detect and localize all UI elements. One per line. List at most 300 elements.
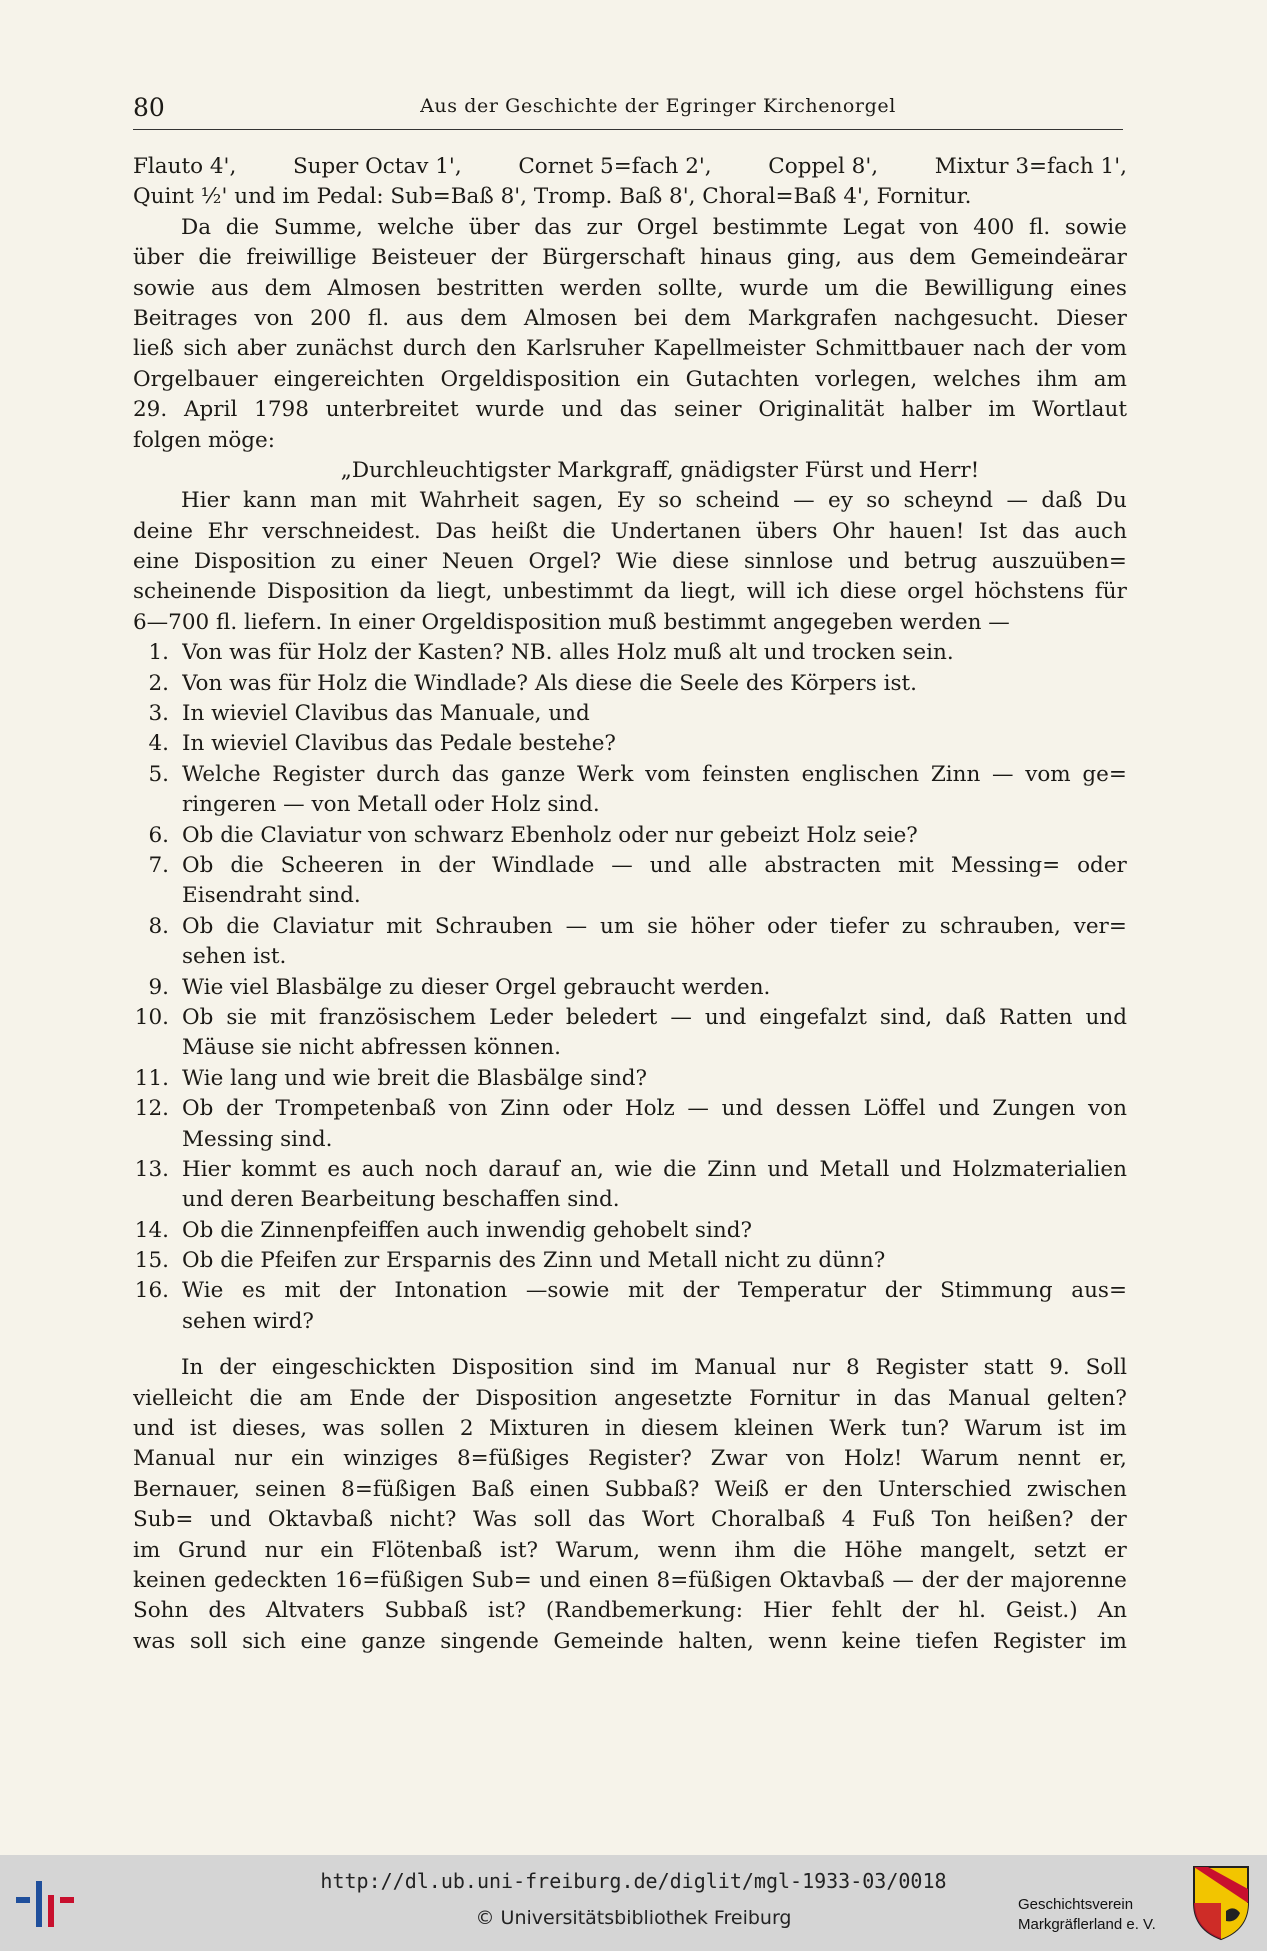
- text-word: der: [438, 852, 475, 878]
- text-word: sind: [589, 1355, 636, 1381]
- text-word: Bürgerschaft: [542, 245, 686, 271]
- text-word: am: [299, 1385, 333, 1411]
- text-line: [133, 304, 1127, 334]
- text-word: Gutachten: [685, 366, 800, 392]
- text-word: nennt: [1017, 1446, 1081, 1472]
- text-word: Oktavbaß: [267, 1507, 374, 1533]
- text-word: der: [966, 1567, 1003, 1593]
- text-line: [133, 1536, 1127, 1566]
- text-word: heißen?: [987, 1507, 1074, 1533]
- letter-paragraph: [133, 486, 1127, 638]
- text-word: halber: [901, 397, 972, 423]
- text-line: [133, 1414, 1127, 1444]
- text-line: [133, 1475, 1127, 1505]
- list-item: [133, 1276, 1127, 1337]
- text-word: Mixturen: [489, 1416, 590, 1442]
- list-item-number: 2.: [148, 670, 169, 696]
- text-word: Disposition: [475, 1385, 598, 1411]
- text-word: Kapellmeister: [653, 336, 806, 362]
- text-word: des: [208, 1598, 246, 1624]
- text-word: da: [399, 579, 427, 605]
- text-word: Stimmung: [940, 1278, 1053, 1304]
- text-word: er,: [1099, 1446, 1127, 1472]
- text-word: sie: [226, 1004, 258, 1030]
- text-word: im: [133, 1537, 161, 1563]
- text-line: Ob die Zinnenpfeiffen auch inwendig gehobelt sind?: [182, 1217, 752, 1243]
- text-word: die: [874, 275, 909, 301]
- text-word: der: [421, 1385, 459, 1411]
- text-word: ist: [189, 1416, 217, 1442]
- text-line: [182, 1155, 1127, 1185]
- text-line: Von was für Holz die Windlade? Als diese die Seele des Körpers ist.: [182, 670, 917, 696]
- text-word: für: [1094, 579, 1127, 605]
- text-line: [182, 1003, 1127, 1033]
- text-word: ver=: [1073, 913, 1127, 939]
- text-word: der: [1035, 336, 1072, 362]
- text-word: Undertanen: [610, 518, 742, 544]
- text-word: Mixtur 3=fach 1',: [934, 154, 1127, 179]
- text-line: Ob die Pfeifen zur Ersparnis des Zinn und Metall nicht zu dünn?: [182, 1248, 886, 1274]
- society-name: [1018, 1895, 1188, 1935]
- coat-of-arms-icon: [1190, 1863, 1252, 1943]
- list-item-number: 15.: [134, 1248, 169, 1274]
- text-word: und: [209, 1507, 252, 1533]
- text-word: sinnlose: [743, 549, 834, 575]
- text-word: der: [338, 1278, 376, 1304]
- text-word: was: [133, 1628, 176, 1654]
- text-word: ein: [320, 1537, 354, 1563]
- page-number: 80: [133, 93, 165, 122]
- text-line: [133, 243, 1127, 273]
- list-item: [133, 1246, 1127, 1276]
- text-word: vom: [1025, 761, 1071, 787]
- text-word: so: [866, 488, 891, 514]
- text-line: [133, 395, 1127, 425]
- text-word: mit: [370, 488, 407, 514]
- text-word: Metall: [819, 1156, 890, 1182]
- text-word: höher: [690, 913, 755, 939]
- text-word: Zinn: [930, 761, 981, 787]
- text-word: eine: [300, 1628, 347, 1654]
- text-line: Ob die Claviatur von schwarz Ebenholz oder nur gebeizt Holz seie?: [182, 822, 918, 848]
- text-word: gelten?: [1046, 1385, 1127, 1411]
- text-word: —: [992, 761, 1014, 787]
- list-item: [133, 851, 1127, 912]
- society-name-line: Markgräflerland e. V.: [1018, 1916, 1156, 1933]
- text-word: mit: [897, 852, 934, 878]
- text-word: Löffel: [863, 1096, 926, 1122]
- text-word: scheind: [695, 488, 780, 514]
- text-line: [182, 851, 1127, 881]
- text-line: [133, 547, 1127, 577]
- text-word: —: [611, 852, 633, 878]
- text-word: er: [1103, 1537, 1127, 1563]
- text-word: Register: [875, 1355, 968, 1381]
- list-item-number: 4.: [148, 731, 169, 757]
- text-word: Ob: [182, 913, 214, 939]
- text-word: 16=füßigen: [334, 1567, 464, 1593]
- list-item-number: 9.: [148, 974, 169, 1000]
- text-word: Almosen: [523, 305, 618, 331]
- text-word: Orgelbauer: [133, 366, 258, 392]
- text-word: 400: [973, 214, 1015, 240]
- text-word: daß: [1041, 488, 1083, 514]
- text-word: ging,: [786, 245, 842, 271]
- text-word: von: [1088, 1096, 1127, 1122]
- text-word: und: [649, 852, 692, 878]
- text-line: sehen ist.: [182, 944, 287, 970]
- text-word: an,: [570, 1156, 604, 1182]
- text-word: im: [1099, 1416, 1127, 1442]
- text-word: Sohn: [133, 1598, 189, 1624]
- text-word: der: [921, 1567, 959, 1593]
- text-line: [133, 1384, 1127, 1414]
- text-word: mit: [270, 1004, 306, 1030]
- list-item: [133, 1216, 1127, 1246]
- text-word: dem: [264, 275, 312, 301]
- text-word: Wortlaut: [1032, 397, 1127, 423]
- text-word: der: [1090, 1507, 1127, 1533]
- text-word: Grund: [177, 1537, 247, 1563]
- text-word: Zinn: [500, 1096, 550, 1122]
- text-word: Bernauer,: [133, 1476, 240, 1502]
- text-line: und deren Bearbeitung beschaffen sind.: [182, 1187, 620, 1213]
- text-word: Fornitur: [749, 1385, 840, 1411]
- text-word: Register?: [588, 1446, 692, 1472]
- text-word: Super Octav 1',: [292, 154, 462, 179]
- text-word: diese: [839, 579, 897, 605]
- text-word: Da: [181, 214, 212, 240]
- text-word: bei: [634, 305, 668, 331]
- text-word: noch: [424, 1156, 478, 1182]
- text-word: sagen,: [532, 488, 604, 514]
- text-word: wenn: [768, 1628, 828, 1654]
- text-word: ein: [290, 1446, 325, 1472]
- text-line: [133, 1505, 1127, 1535]
- text-word: über: [133, 245, 184, 271]
- text-word: auszuüben=: [991, 549, 1127, 575]
- text-word: Zungen: [992, 1096, 1076, 1122]
- text-word: Hier: [762, 1598, 812, 1624]
- text-word: scheinende: [133, 579, 257, 605]
- text-word: und: [561, 397, 603, 423]
- letter-salutation: „Durchleuchtigster Markgraff, gnädigster Fürst und Herr!: [340, 457, 980, 483]
- text-word: so: [658, 488, 683, 514]
- text-word: Temperatur: [737, 1278, 867, 1304]
- text-word: im: [1099, 1628, 1127, 1654]
- text-word: Markgrafen: [747, 305, 878, 331]
- list-item-number: 13.: [134, 1156, 169, 1182]
- text-word: Legat: [842, 214, 905, 240]
- text-word: Almosen: [327, 275, 421, 301]
- text-word: der: [490, 245, 528, 271]
- text-word: in: [400, 852, 422, 878]
- text-word: Hier: [182, 1156, 231, 1182]
- text-word: vielleicht: [133, 1385, 233, 1411]
- text-word: darauf: [488, 1156, 560, 1182]
- text-line: Quint ½' und im Pedal: Sub=Baß 8', Tromp. Baß 8', Choral=Baß 4', Fornitur.: [133, 184, 972, 210]
- text-line: [133, 486, 1127, 516]
- text-word: Welche: [182, 761, 261, 787]
- text-word: in: [856, 1385, 877, 1411]
- list-item: [133, 638, 1127, 668]
- text-word: einen: [588, 1567, 649, 1593]
- text-word: zunächst: [295, 336, 394, 362]
- text-word: betrug: [904, 549, 978, 575]
- text-word: keine: [841, 1628, 901, 1654]
- text-word: im: [988, 397, 1016, 423]
- text-word: —: [670, 1004, 692, 1030]
- text-word: dem: [460, 305, 508, 331]
- text-line: [133, 517, 1127, 547]
- text-word: einen: [529, 1476, 590, 1502]
- text-word: der: [901, 1598, 939, 1624]
- text-word: die: [562, 518, 596, 544]
- text-word: einer: [370, 549, 428, 575]
- text-word: —: [565, 913, 588, 939]
- text-word: feinsten: [702, 761, 790, 787]
- text-word: aber: [236, 336, 287, 362]
- text-word: schrauben,: [939, 913, 1061, 939]
- text-word: 8=füßigen: [341, 1476, 457, 1502]
- text-word: man: [310, 488, 358, 514]
- text-word: oder: [767, 913, 817, 939]
- text-word: liegt,: [680, 579, 737, 605]
- text-word: Messing=: [950, 852, 1061, 878]
- text-word: oder: [1077, 852, 1127, 878]
- text-word: und: [721, 1096, 764, 1122]
- text-word: das: [893, 1385, 932, 1411]
- text-line: Von was für Holz der Kasten? NB. alles Holz muß alt und trocken sein.: [182, 640, 954, 666]
- text-word: sollen: [380, 1416, 445, 1442]
- text-word: vom: [645, 761, 691, 787]
- text-word: ganze: [361, 1628, 426, 1654]
- text-word: Schmittbauer: [814, 336, 964, 362]
- text-word: Claviatur: [272, 913, 374, 939]
- text-word: sich: [183, 336, 228, 362]
- text-word: die: [230, 852, 264, 878]
- text-line: Wie viel Blasbälge zu dieser Orgel gebraucht werden.: [182, 974, 771, 1000]
- text-word: Baß: [471, 1476, 515, 1502]
- text-word: winziges: [343, 1446, 439, 1472]
- copyright-notice: © Universitätsbibliothek Freiburg: [475, 1907, 792, 1929]
- text-word: Warum: [964, 1416, 1043, 1442]
- text-word: in: [604, 1416, 626, 1442]
- text-word: es: [327, 1156, 352, 1182]
- text-word: Originalität: [758, 397, 885, 423]
- text-word: tiefer: [829, 913, 889, 939]
- text-line: Messing sind.: [182, 1126, 333, 1152]
- text-word: Intonation: [394, 1278, 508, 1304]
- text-word: das: [1022, 518, 1060, 544]
- text-word: Holzmaterialien: [952, 1156, 1127, 1182]
- list-item-number: 7.: [148, 852, 169, 878]
- text-word: Disposition: [266, 579, 390, 605]
- text-word: Beisteuer: [371, 245, 476, 271]
- text-word: eine: [133, 549, 180, 575]
- running-title: Aus der Geschichte der Egringer Kirchenorgel: [420, 95, 896, 117]
- text-word: 4: [841, 1507, 856, 1533]
- text-word: tiefen: [915, 1628, 979, 1654]
- text-word: Orgel: [636, 214, 698, 240]
- text-word: Weiß: [714, 1476, 769, 1502]
- text-word: daß: [945, 1004, 987, 1030]
- text-word: keinen: [133, 1567, 207, 1593]
- text-word: dem: [684, 305, 731, 331]
- text-word: er: [784, 1476, 808, 1502]
- text-word: werden: [559, 275, 642, 301]
- text-word: zwischen: [1026, 1476, 1127, 1502]
- text-word: Orgeldisposition: [440, 366, 621, 392]
- text-word: Register: [272, 761, 365, 787]
- text-word: die: [663, 1156, 697, 1182]
- text-word: Du: [1095, 488, 1127, 514]
- text-word: Subbaß?: [604, 1476, 700, 1502]
- text-word: nur: [264, 1537, 303, 1563]
- text-word: majorenne: [1010, 1567, 1127, 1593]
- text-word: unbestimmt: [502, 579, 633, 605]
- text-word: alle: [708, 852, 748, 878]
- text-line: [133, 274, 1127, 304]
- text-word: ein: [636, 366, 670, 392]
- text-line: [133, 1353, 1127, 1383]
- text-word: diese: [672, 549, 730, 575]
- text-line: [133, 577, 1127, 607]
- text-word: um: [599, 913, 635, 939]
- list-item: [133, 1094, 1127, 1155]
- text-word: nachgesucht.: [894, 305, 1040, 331]
- text-word: aus: [405, 305, 444, 331]
- text-word: —: [793, 488, 815, 514]
- text-word: Schrauben: [434, 913, 553, 939]
- text-word: Flauto 4',: [133, 154, 237, 179]
- text-word: über: [468, 214, 520, 240]
- list-item-number: 1.: [148, 640, 169, 666]
- text-word: Wie: [616, 549, 658, 575]
- text-word: gedeckten: [213, 1567, 328, 1593]
- text-word: ge=: [1082, 761, 1127, 787]
- page-header: [133, 93, 1123, 130]
- text-word: Orgel?: [528, 549, 602, 575]
- list-item: [133, 1155, 1127, 1216]
- intro-paragraph: [133, 213, 1127, 456]
- list-item: [133, 729, 1127, 759]
- text-word: Dieser: [1056, 305, 1127, 331]
- text-line: [133, 334, 1127, 364]
- text-word: deine: [133, 518, 193, 544]
- list-item-number: 11.: [134, 1065, 169, 1091]
- text-word: oder: [562, 1096, 613, 1122]
- text-word: beledert: [565, 1004, 658, 1030]
- text-word: Disposition: [451, 1355, 574, 1381]
- list-item: [133, 821, 1127, 851]
- text-word: und: [767, 1156, 809, 1182]
- text-word: um: [824, 275, 859, 301]
- text-word: dem: [908, 245, 956, 271]
- text-word: übers: [755, 518, 818, 544]
- text-word: 9.: [1049, 1355, 1070, 1381]
- list-item-number: 16.: [134, 1278, 169, 1304]
- list-item-number: 14.: [134, 1217, 169, 1243]
- text-word: ey: [827, 488, 853, 514]
- text-word: mit: [386, 913, 422, 939]
- text-word: und: [900, 1156, 942, 1182]
- text-line: [133, 1566, 1127, 1596]
- text-word: Warum,: [555, 1537, 641, 1563]
- text-word: Manual: [947, 1385, 1031, 1411]
- text-word: Unterschied: [877, 1476, 1012, 1502]
- text-word: das: [534, 214, 572, 240]
- text-word: Höhe: [844, 1537, 903, 1563]
- text-word: halten,: [678, 1628, 754, 1654]
- society-name-line: Geschichtsverein: [1018, 1896, 1134, 1913]
- text-word: das: [619, 397, 658, 423]
- text-word: —: [892, 1567, 914, 1593]
- text-word: Geist.): [1005, 1598, 1078, 1624]
- text-line: sehen wird?: [182, 1308, 314, 1334]
- text-line: Eisendraht sind.: [182, 883, 361, 909]
- text-word: und: [704, 1004, 747, 1030]
- text-word: soll: [189, 1628, 228, 1654]
- list-item: [133, 699, 1127, 729]
- text-word: mit: [628, 1278, 664, 1304]
- source-url[interactable]: http://dl.ub.uni-freiburg.de/diglit/mgl-1933-03/0018: [320, 1869, 947, 1893]
- text-word: da: [643, 579, 671, 605]
- text-word: von: [448, 1096, 488, 1122]
- text-word: heißt: [491, 518, 548, 544]
- text-word: Scheeren: [280, 852, 384, 878]
- text-word: bestimmte: [712, 214, 828, 240]
- text-word: die: [198, 245, 232, 271]
- text-line: [133, 213, 1127, 243]
- text-word: diesem: [641, 1416, 719, 1442]
- text-word: Leder: [489, 1004, 553, 1030]
- text-word: soll: [533, 1507, 572, 1533]
- text-word: aus: [856, 245, 895, 271]
- list-item: [133, 1064, 1127, 1094]
- text-word: Zwar: [710, 1446, 768, 1472]
- text-word: aus: [210, 275, 249, 301]
- text-word: freiwillige: [246, 245, 357, 271]
- text-word: Ratten: [999, 1004, 1073, 1030]
- text-line: Wie lang und wie breit die Blasbälge sind?: [182, 1065, 648, 1091]
- text-word: bestritten: [436, 275, 544, 301]
- text-word: sind,: [879, 1004, 933, 1030]
- text-word: eines: [1069, 275, 1127, 301]
- text-word: Wie: [182, 1278, 224, 1304]
- text-word: In: [181, 1355, 204, 1381]
- text-word: Trompetenbaß: [275, 1096, 437, 1122]
- text-word: Ob: [182, 1096, 214, 1122]
- list-item-number: 6.: [148, 822, 169, 848]
- text-word: fehlt: [831, 1598, 882, 1624]
- text-word: 8: [845, 1355, 860, 1381]
- text-word: April: [184, 397, 238, 423]
- text-word: nach: [972, 336, 1026, 362]
- text-word: Gemeinde: [553, 1628, 664, 1654]
- text-word: seiner: [674, 397, 742, 423]
- text-word: Was: [472, 1507, 518, 1533]
- register-list-paragraph: [133, 152, 1127, 213]
- text-word: kommt: [241, 1156, 317, 1182]
- text-word: Ey: [616, 488, 645, 514]
- text-word: Hier: [181, 488, 230, 514]
- list-item: [133, 1003, 1127, 1064]
- text-word: Windlade: [491, 852, 595, 878]
- text-word: zu: [330, 549, 356, 575]
- text-word: Das: [435, 518, 477, 544]
- text-word: 8=füßiges: [456, 1446, 570, 1472]
